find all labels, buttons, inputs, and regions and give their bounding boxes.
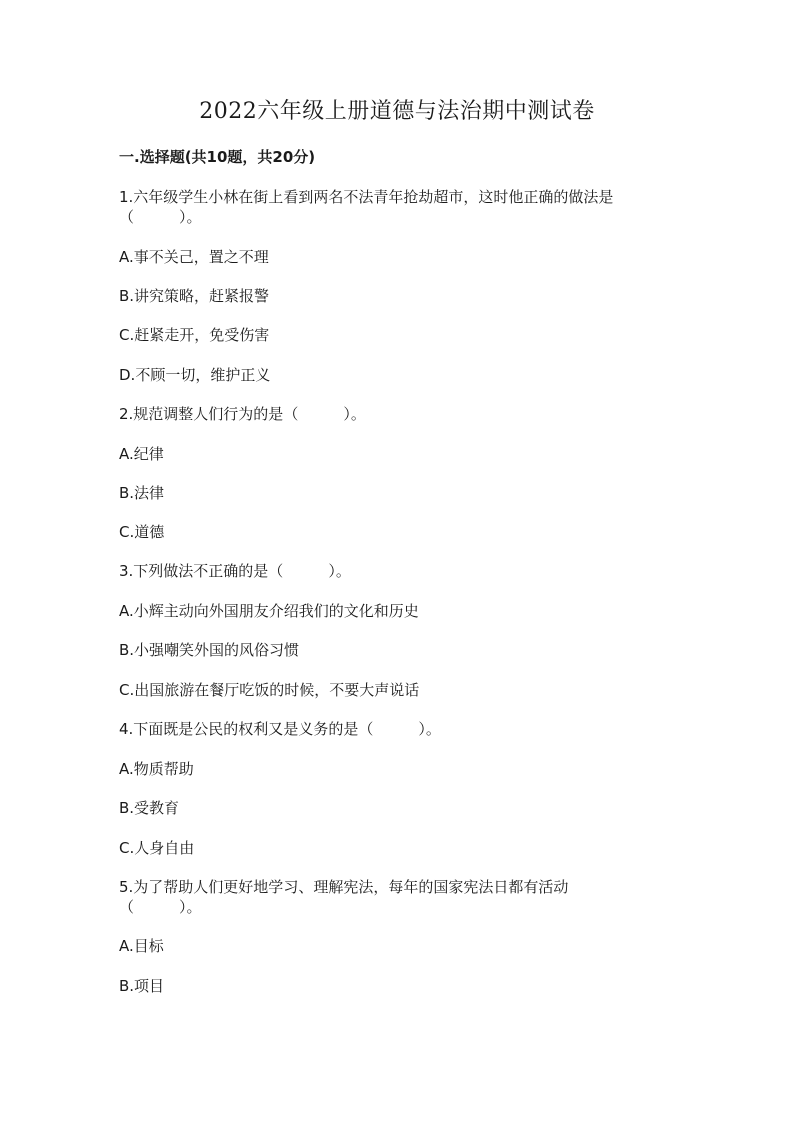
question-3-option-c: C.出国旅游在餐厅吃饭的时候，不要大声说话 <box>119 681 420 699</box>
question-5-option-a: A.目标 <box>119 937 164 955</box>
question-5-option-b: B.项目 <box>119 977 165 995</box>
question-4-option-a: A.物质帮助 <box>119 760 194 778</box>
section-heading: 一.选择题(共10题，共20分) <box>119 148 316 166</box>
page-title: 2022六年级上册道德与法治期中测试卷 <box>199 99 595 124</box>
question-4-option-b: B.受教育 <box>119 799 180 817</box>
question-3-option-b: B.小强嘲笑外国的风俗习惯 <box>119 641 300 659</box>
question-5-stem: 5.为了帮助人们更好地学习、理解宪法，每年的国家宪法日都有活动 <box>119 878 569 896</box>
question-2-option-b: B.法律 <box>119 484 165 502</box>
question-4-stem: 4.下面既是公民的权利又是义务的是（ ）。 <box>119 720 441 738</box>
question-1-stem-cont: （ ）。 <box>119 208 202 226</box>
question-1-stem: 1.六年级学生小林在街上看到两名不法青年抢劫超市，这时他正确的做法是 <box>119 188 614 206</box>
question-3-stem: 3.下列做法不正确的是（ ）。 <box>119 562 351 580</box>
question-2-stem: 2.规范调整人们行为的是（ ）。 <box>119 405 366 423</box>
question-1-option-b: B.讲究策略，赶紧报警 <box>119 287 270 305</box>
question-5-stem-cont: （ ）。 <box>119 898 202 916</box>
question-4-option-c: C.人身自由 <box>119 839 195 857</box>
question-2-option-a: A.纪律 <box>119 445 164 463</box>
question-1-option-c: C.赶紧走开，免受伤害 <box>119 326 270 344</box>
question-1-option-a: A.事不关己，置之不理 <box>119 248 269 266</box>
question-3-option-a: A.小辉主动向外国朋友介绍我们的文化和历史 <box>119 602 419 620</box>
question-2-option-c: C.道德 <box>119 523 165 541</box>
question-1-option-d: D.不顾一切，维护正义 <box>119 366 271 384</box>
